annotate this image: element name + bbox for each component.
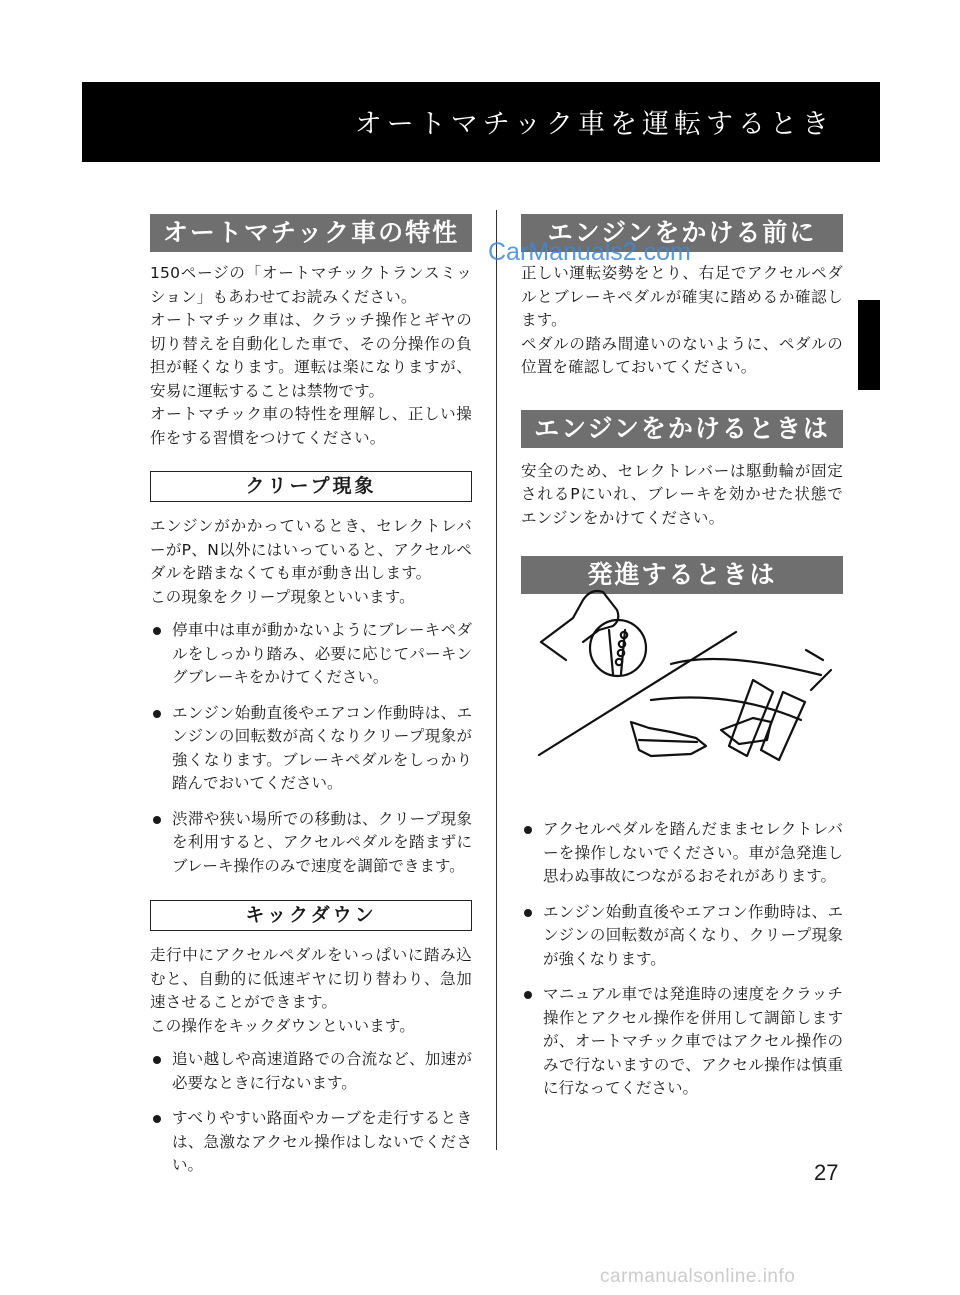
list-item: すべりやすい路面やカーブを走行するときは、急激なアクセル操作はしないでください。 — [150, 1107, 472, 1178]
pedal-illustration — [521, 580, 843, 770]
bullet-icon — [153, 710, 161, 718]
page-header-title: オートマチック車を運転するとき — [354, 109, 834, 140]
section-title-before-engine: エンジンをかける前に — [521, 214, 843, 252]
paragraph: オートマチック車の特性を理解し、正しい操作をする習慣をつけてください。 — [150, 405, 472, 447]
subsection-title-kickdown: キックダウン — [150, 900, 472, 931]
left-column — [150, 214, 472, 1190]
bullet-icon — [153, 627, 161, 635]
paragraph: この現象をクリープ現象といいます。 — [150, 587, 415, 606]
subsection-title-creep: クリープ現象 — [150, 471, 472, 502]
column-divider — [496, 210, 497, 1150]
list-item: 追い越しや高速道路での合流など、加速が必要なときに行ないます。 — [150, 1048, 472, 1095]
list-item: アクセルペダルを踏んだままセレクトレバーを操作しないでください。車が急発進し思わぬ事故につながるおそれがあります。 — [521, 818, 843, 889]
bullet-icon — [524, 991, 532, 999]
list-item: マニュアル車では発進時の速度をクラッチ操作とアクセル操作を併用して調節しますが、オートマチック車ではアクセル操作のみで行ないますので、アクセル操作は慎重に行なってください。 — [521, 983, 843, 1101]
moving-off-bullet-list — [521, 818, 843, 1101]
accelerator-pedal-icon — [761, 692, 805, 760]
bullet-icon — [153, 816, 161, 824]
list-item: エンジン始動直後やエアコン作動時は、エンジンの回転数が高くなりクリープ現象が強くなります。ブレーキペダルをしっかり踏んでおいてください。 — [150, 702, 472, 796]
selector-lever-icon — [590, 620, 646, 676]
paragraph: 安全のため、セレクトレバーは駆動輪が固定されるPにいれ、ブレーキを効かせた状態でエンジンをかけてください。 — [521, 461, 843, 527]
bullet-icon — [153, 1115, 161, 1123]
paragraph: エンジンがかかっているとき、セレクトレバーがP、N以外にはいっていると、アクセルペダルを踏まなくても車が動き出します。 — [150, 517, 472, 582]
list-item: エンジン始動直後やエアコン作動時は、エンジンの回転数が高くなり、クリープ現象が強くなります。 — [521, 901, 843, 972]
paragraph: 正しい運転姿勢をとり、右足でアクセルペダルとブレーキペダルが確実に踏めるか確認します。 — [521, 264, 843, 329]
paragraph: 走行中にアクセルペダルをいっぱいに踏み込むと、自動的に低速ギヤに切り替わり、急加速させることができます。 — [150, 946, 472, 1011]
paragraph: ペダルの踏み間違いのないように、ペダルの位置を確認しておいてください。 — [521, 334, 843, 376]
page-number: 27 — [814, 1160, 839, 1185]
list-item: 停車中は車が動かないようにブレーキペダルをしっかり踏み、必要に応じてパーキングブレーキをかけてください。 — [150, 619, 472, 690]
chapter-tab — [858, 300, 880, 390]
creep-bullet-list — [150, 619, 472, 878]
footer-watermark: carmanualsonline.info — [600, 1266, 796, 1287]
bullet-icon — [524, 826, 532, 834]
paragraph: 150ページの「オートマチックトランスミッション」もあわせてお読みください。 — [150, 264, 472, 306]
paragraph: オートマチック車は、クラッチ操作とギヤの切り替えを自動化した車で、その分操作の負担が軽くなります。運転は楽になりますが、安易に運転することは禁物です。 — [150, 311, 472, 400]
hand-icon — [541, 591, 618, 642]
watermark: CarManuals2.com — [488, 238, 691, 266]
bullet-icon — [153, 1056, 161, 1064]
list-item: 渋滞や狭い場所での移動は、クリープ現象を利用すると、アクセルペダルを踏まずにブレーキ操作のみで速度を調節できます。 — [150, 808, 472, 879]
floor-line — [539, 632, 736, 755]
section-title-at-characteristics: オートマチック車の特性 — [150, 214, 472, 252]
kickdown-bullet-list — [150, 1048, 472, 1178]
paragraph: この操作をキックダウンといいます。 — [150, 1016, 416, 1035]
header-band — [82, 82, 880, 162]
bullet-icon — [524, 909, 532, 917]
section-title-starting-engine: エンジンをかけるときは — [521, 410, 843, 448]
section-title-moving-off: 発進するときは — [521, 556, 843, 594]
shoe-icon — [631, 722, 706, 756]
